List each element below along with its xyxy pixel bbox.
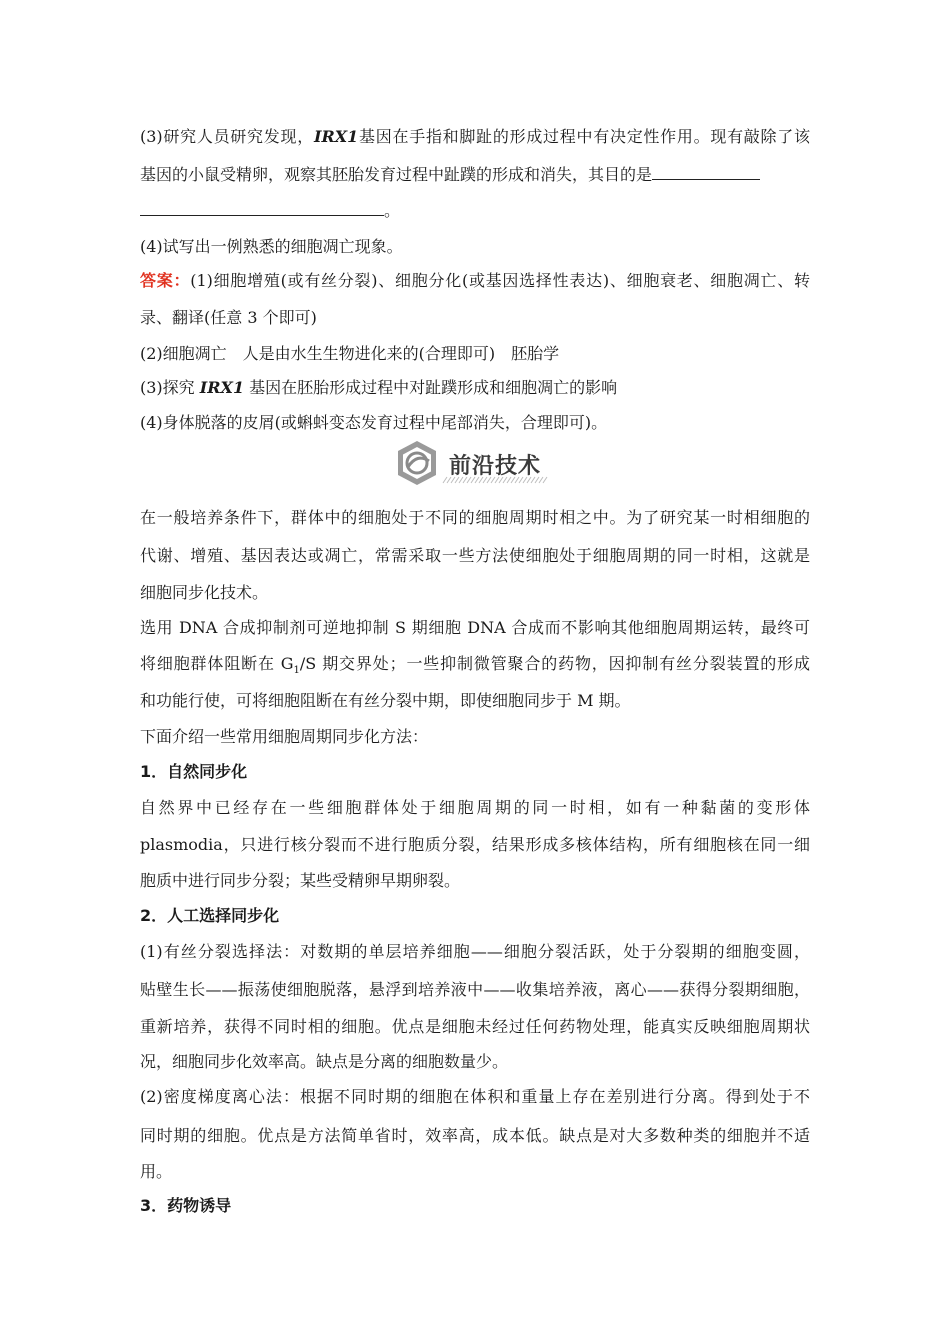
answer-text: (1)细胞增殖(或有丝分裂)、细胞分化(或基因选择性表达)、细胞衰老、细胞凋亡、转 [190,271,810,290]
q3-line-2 [140,164,760,186]
intro-p2-line-2 [140,653,810,675]
q3-text: (3)研究人员研究发现， [140,127,314,146]
intro-p1-line-3: 细胞同步化技术。 [140,583,269,602]
intro-p3: 下面介绍一些常用细胞周期同步化方法： [140,727,429,746]
answer-text: 基因在胚胎形成过程中对趾蹼形成和细胞凋亡的影响 [244,378,618,397]
intro-p1-line-2: 代谢、增殖、基因表达或凋亡，常需采取一些方法使细胞处于细胞周期的同一时相，这就是 [140,546,810,565]
section-3-title: 3．药物诱导 [140,1196,232,1215]
s2-m1-line-2: 贴壁生长——振荡使细胞脱落，悬浮到培养液中——收集培养液，离心——获得分裂期细胞， [140,980,810,999]
s1-line-3: 胞质中进行同步分裂；某些受精卵早期卵裂。 [140,871,461,890]
s1-line-2: plasmodia，只进行核分裂而不进行胞质分裂，结果形成多核体结构，所有细胞核在同一细 [140,835,810,854]
answer-line-5: (4)身体脱落的皮屑(或蝌蚪变态发育过程中尾部消失，合理即可)。 [140,413,608,432]
s2-m2-line-2: 同时期的细胞。优点是方法简单省时，效率高，成本低。缺点是对大多数种类的细胞并不适 [140,1126,810,1145]
q3-line-1 [140,126,810,148]
answer-line-1 [140,270,810,292]
intro-text: 将细胞群体阻断在 G [140,654,294,673]
intro-p2-line-3: 和功能行使，可将细胞阻断在有丝分裂中期，即使细胞同步于 M 期。 [140,691,631,710]
banner-title: 前沿技术 [449,454,542,479]
answer-line-4 [140,377,617,399]
q3-text: 基因的小鼠受精卵，观察其胚胎发育过程中趾蹼的形成和消失，其目的是 [140,165,653,184]
section-1-title: 1．自然同步化 [140,762,248,781]
q3-text: 。 [384,201,401,220]
answer-blank[interactable] [652,164,760,180]
q4-line: (4)试写出一例熟悉的细胞凋亡现象。 [140,237,403,256]
answer-line-2: 录、翻译(任意 3 个即可) [140,308,317,327]
section-banner [395,439,555,489]
s2-m1-line-4: 况，细胞同步化效率高。缺点是分离的细胞数量少。 [140,1052,509,1071]
s2-m2-line-1: (2)密度梯度离心法：根据不同时期的细胞在体积和重量上存在差别进行分离。得到处于不 [140,1087,810,1106]
answer-blank[interactable] [140,200,384,216]
section-2-title: 2．人工选择同步化 [140,906,280,925]
intro-text: /S 期交界处；一些抑制微管聚合的药物，因抑制有丝分裂装置的形成 [299,654,810,673]
answer-text: (3)探究 [140,378,200,397]
q3-text: 基因在手指和脚趾的形成过程中有决定性作用。现有敲除了该 [358,127,810,146]
s2-m2-line-3: 用。 [140,1162,173,1181]
gene-name: IRX1 [313,127,359,146]
subscript: 1 [293,665,300,677]
s1-line-1: 自然界中已经存在一些细胞群体处于细胞周期的同一时相，如有一种黏菌的变形体 [140,798,810,817]
q3-line-3 [140,200,400,222]
s2-m1-line-3: 重新培养，获得不同时相的细胞。优点是细胞未经过任何药物处理，能真实反映细胞周期状 [140,1017,810,1036]
answer-label: 答案： [140,271,191,290]
s2-m1-line-1: (1)有丝分裂选择法：对数期的单层培养细胞——细胞分裂活跃，处于分裂期的细胞变圆， [140,942,810,961]
gene-name: IRX1 [199,378,245,397]
intro-p2-line-1: 选用 DNA 合成抑制剂可逆地抑制 S 期细胞 DNA 合成而不影响其他细胞周期运转，最终可 [140,618,810,637]
intro-p1-line-1: 在一般培养条件下，群体中的细胞处于不同的细胞周期时相之中。为了研究某一时相细胞的 [140,508,810,527]
answer-line-3: (2)细胞凋亡 人是由水生生物进化来的(合理即可) 胚胎学 [140,344,560,363]
